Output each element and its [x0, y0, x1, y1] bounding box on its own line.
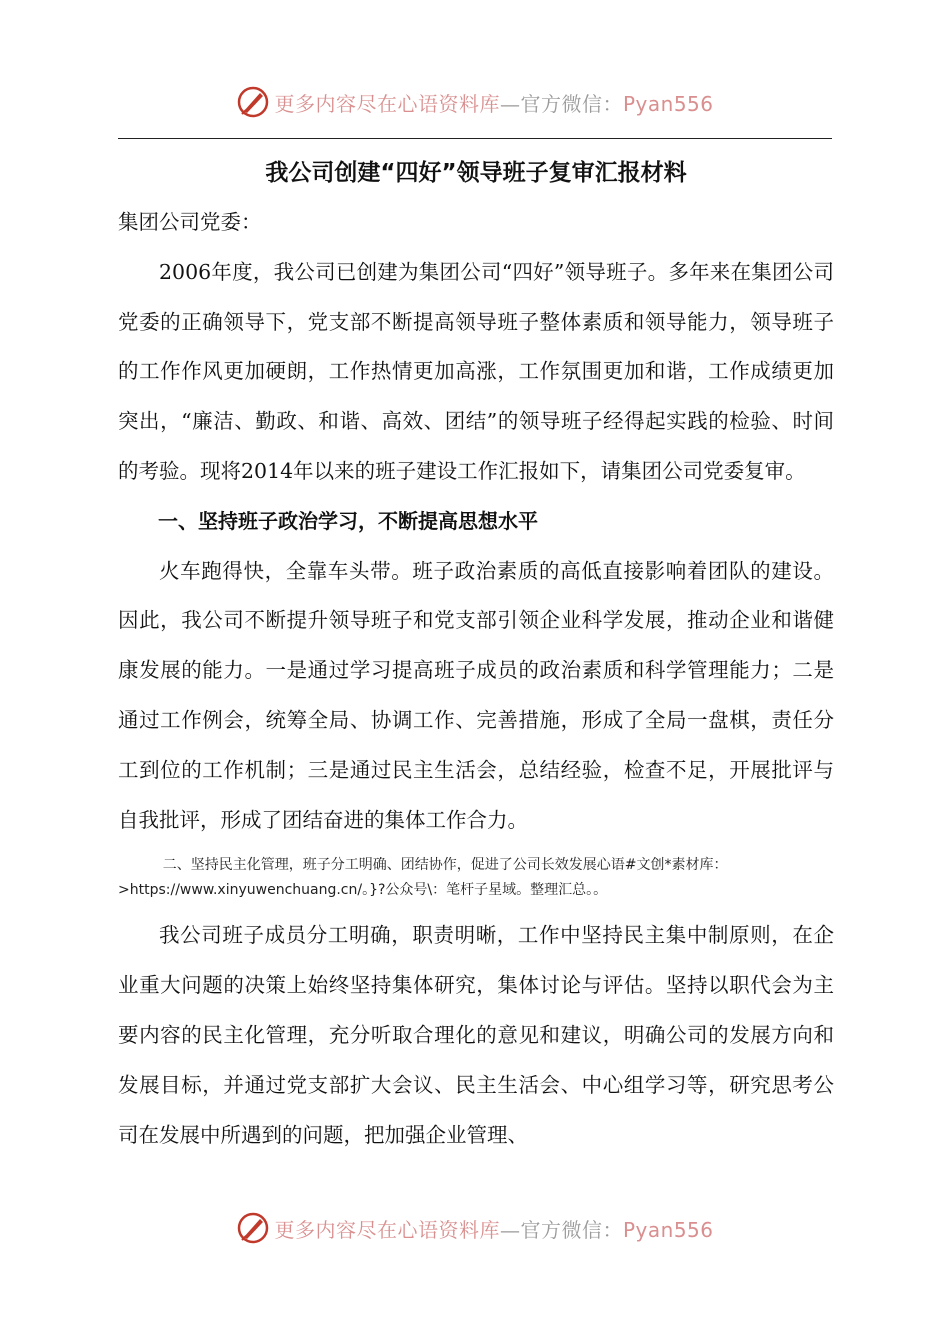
banner-separator: —	[499, 91, 521, 116]
quill-logo-icon	[236, 85, 270, 119]
header-divider	[118, 138, 832, 139]
header-banner	[0, 82, 950, 122]
document-body	[118, 148, 834, 1160]
banner-wechat-label: 官方微信：	[520, 1217, 623, 1242]
banner-wechat-id: Pyan556	[622, 91, 714, 116]
section1-paragraph: 火车跑得快，全靠车头带。班子政治素质的高低直接影响着团队的建设。因此，我公司不断提升领导班子和党支部引领企业科学发展，推动企业和谐健康发展的能力。一是通过学习提高班子成员的政治素质和科学管理能力；二是通过工作例会，统筹全局、协调工作、完善措施，形成了全局一盘棋，责任分工到位的工作机制；三是通过民主生活会，总结经验，检查不足，开展批评与自我批评，形成了团结奋进的集体工作合力。	[118, 558, 834, 832]
section2-heading	[118, 853, 834, 903]
document-title: 我公司创建“四好”领导班子复审汇报材料	[265, 160, 687, 186]
intro-paragraph: 2006年度，我公司已创建为集团公司“四好”领导班子。多年来在集团公司党委的正确领导下，党支部不断提高领导班子整体素质和领导能力，领导班子的工作作风更加硬朗，工作热情更加高涨，工作氛围更加和谐，工作成绩更加突出，“廉洁、勤政、和谐、高效、团结”的领导班子经得起实践的检验、时间的考验。现将2014年以来的班子建设工作汇报如下，请集团公司党委复审。	[118, 259, 834, 483]
section1-heading: 一、坚持班子政治学习，不断提高思想水平	[158, 508, 538, 533]
banner-wechat-label: 官方微信：	[520, 91, 623, 116]
quill-logo-icon	[236, 1211, 270, 1245]
banner-site-text: 更多内容尽在心语资料库	[274, 91, 500, 116]
salutation: 集团公司党委：	[118, 210, 262, 234]
banner-separator: —	[499, 1217, 521, 1242]
section2-heading-line1: 二、坚持民主化管理，班子分工明确、团结协作，促进了公司长效发展心语#文创*素材库：	[162, 857, 728, 874]
footer-banner	[0, 1208, 950, 1248]
section2-paragraph: 我公司班子成员分工明确，职责明晰，工作中坚持民主集中制原则，在企业重大问题的决策上始终坚持集体研究，集体讨论与评估。坚持以职代会为主要内容的民主化管理，充分听取合理化的意见和建议，明确公司的发展方向和发展目标，并通过党支部扩大会议、民主生活会、中心组学习等，研究思考公司在发展中所遇到的问题，把加强企业管理、	[118, 923, 834, 1147]
banner-site-text: 更多内容尽在心语资料库	[274, 1217, 500, 1242]
section2-heading-line2: >https://www.xinyuwenchuang.cn/。}?公众号\：笔杆子星域。整理汇总。。	[118, 882, 608, 899]
banner-wechat-id: Pyan556	[622, 1217, 714, 1242]
